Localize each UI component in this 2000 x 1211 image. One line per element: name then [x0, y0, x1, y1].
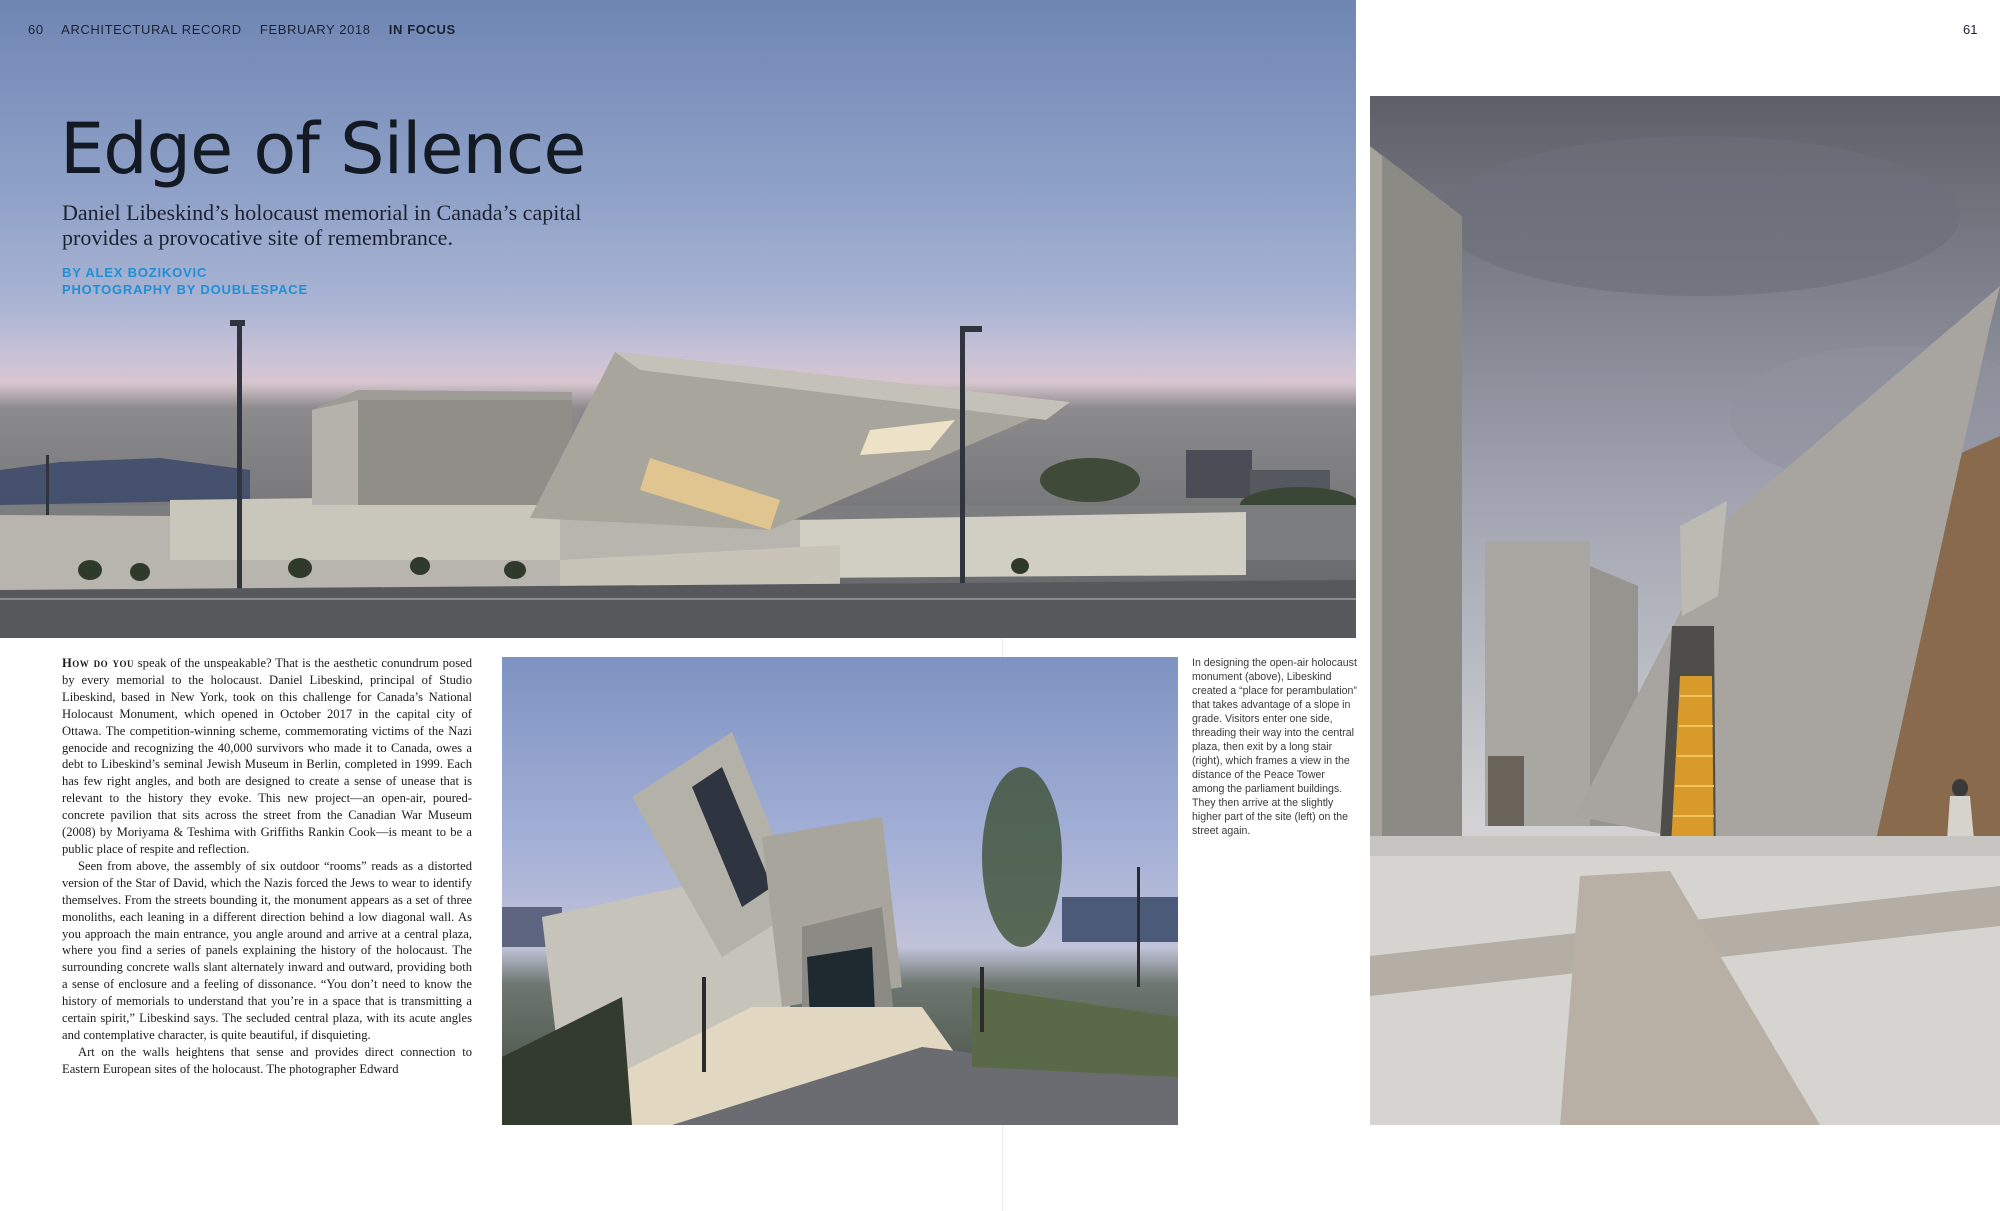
hero-photo-illustration [0, 0, 1356, 638]
article-body [62, 655, 472, 1078]
author-byline: BY ALEX BOZIKOVIC [62, 265, 208, 280]
photo-caption: In designing the open-air holocaust monument (above), Libeskind created a “place for perambulation” that takes advantage of a slope in grade. Visitors enter one side, threading their way into the central plaza, then exit by a long stair (right), which frames a view in the distance of the Peace Tower among the parliament buildings. They then arrive at the slightly higher part of the site (left) on the street again. [1192, 657, 1357, 837]
article-title: Edge of Silence [60, 108, 586, 190]
monument-stair-illustration [1370, 96, 2000, 1125]
publication-name: ARCHITECTURAL RECORD [61, 22, 242, 37]
running-head-left [28, 22, 470, 37]
body-paragraph-1-text: speak of the unspeakable? That is the aesthetic conundrum posed by every memorial to the holocaust. Daniel Libeskind, principal of Studio Libeskind, based in New York, took on this challenge for Canada’s National Holocaust Monument, which opened in October 2017 in the capital city of Ottawa. The competition-winning scheme, commemorating victims of the Nazi genocide and recognizing the 40,000 survivors who made it to Canada, owes a debt to Libeskind’s seminal Jewish Museum in Berlin, completed in 1999. Each has few right angles, and both are designed to create a sense of unease that is relevant to the history they evoke. This new project—an open-air, poured-concrete pavilion that sits across the street from the Canadian War Museum (2008) by Moriyama & Teshima with Griffiths Rankin Cook—is meant to be a public place of respite and reflection. [62, 656, 473, 856]
page-number-right: 61 [1963, 22, 1978, 37]
photo-credit: PHOTOGRAPHY BY DOUBLESPACE [62, 282, 308, 297]
section-label: IN FOCUS [388, 22, 456, 37]
hero-photo [0, 0, 1356, 638]
article-dek: Daniel Libeskind’s holocaust memorial in Canada’s capital provides a provocative site of remembrance. [62, 200, 582, 250]
monument-entrance-photo [502, 657, 1178, 1125]
body-paragraph-3: Art on the walls heightens that sense and provides direct connection to Eastern European sites of the holocaust. The photographer Edward [62, 1044, 472, 1076]
body-paragraph-2: Seen from above, the assembly of six outdoor “rooms” reads as a distorted version of the Star of David, which the Nazis forced the Jews to wear to identify themselves. From the streets bounding it, the monument appears as a set of three monoliths, each leaning in a different direction behind a low diagonal wall. As you approach the main entrance, you angle around and arrive at a central plaza, where you find a series of panels explaining the history of the holocaust. The surrounding concrete walls slant alternately inward and outward, providing both a sense of enclosure and a feeling of dissonance. “You don’t need to know the history of memorials to understand that you’re in a space that is transmitting a certain spirit,” Libeskind says. The secluded central plaza, with its acute angles and contemplative character, is quite beautiful, if disquieting. [62, 858, 472, 1042]
monument-entrance-illustration [502, 657, 1178, 1125]
issue-date: FEBRUARY 2018 [259, 22, 371, 37]
body-paragraph-1 [62, 655, 472, 858]
byline-block [62, 264, 308, 298]
page-number-left: 60 [28, 22, 44, 37]
lead-in: How do you [62, 656, 134, 670]
monument-stair-photo [1370, 96, 2000, 1125]
